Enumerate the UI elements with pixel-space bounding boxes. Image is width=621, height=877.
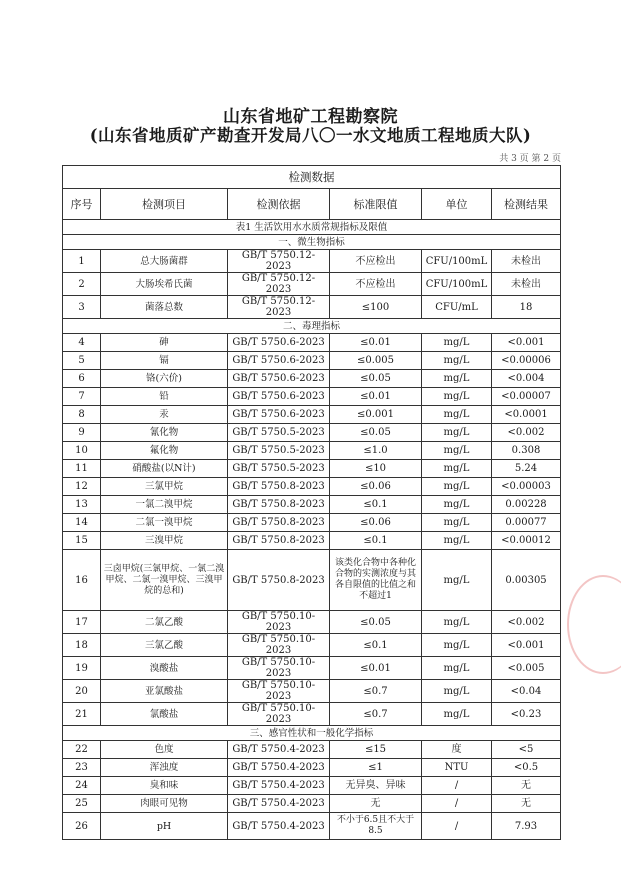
- row-result: <0.001: [492, 634, 561, 657]
- row-item: 铅: [101, 388, 228, 406]
- row-unit: /: [422, 795, 492, 813]
- row-method: GB/T 5750.6-2023: [228, 388, 330, 406]
- row-unit: mg/L: [422, 703, 492, 726]
- table-row: [63, 273, 561, 296]
- table-row: [63, 296, 561, 319]
- row-limit: 不应检出: [330, 250, 422, 273]
- table-row: [63, 777, 561, 795]
- row-result: <0.00007: [492, 388, 561, 406]
- row-unit: mg/L: [422, 334, 492, 352]
- table-row: [63, 514, 561, 532]
- row-item: 砷: [101, 334, 228, 352]
- row-item: 三氯甲烷: [101, 478, 228, 496]
- row-method: GB/T 5750.4-2023: [228, 813, 330, 840]
- table-row: [63, 424, 561, 442]
- row-item: 总大肠菌群: [101, 250, 228, 273]
- table-row: [63, 460, 561, 478]
- row-method: GB/T 5750.6-2023: [228, 406, 330, 424]
- row-method: GB/T 5750.6-2023: [228, 352, 330, 370]
- row-index: 4: [63, 334, 101, 352]
- row-item: 色度: [101, 741, 228, 759]
- row-index: 5: [63, 352, 101, 370]
- row-method: GB/T 5750.12-2023: [228, 296, 330, 319]
- row-result: <0.002: [492, 424, 561, 442]
- row-unit: mg/L: [422, 680, 492, 703]
- table-row: [63, 550, 561, 611]
- row-method: GB/T 5750.12-2023: [228, 273, 330, 296]
- row-method: GB/T 5750.6-2023: [228, 370, 330, 388]
- row-method: GB/T 5750.12-2023: [228, 250, 330, 273]
- row-limit: ≤1: [330, 759, 422, 777]
- row-result: 0.00305: [492, 550, 561, 611]
- row-result: <0.00003: [492, 478, 561, 496]
- row-item: 硝酸盐(以N计): [101, 460, 228, 478]
- row-item: 三氯乙酸: [101, 634, 228, 657]
- row-index: 1: [63, 250, 101, 273]
- row-method: GB/T 5750.8-2023: [228, 478, 330, 496]
- row-method: GB/T 5750.8-2023: [228, 496, 330, 514]
- row-limit: ≤0.1: [330, 634, 422, 657]
- row-index: 13: [63, 496, 101, 514]
- row-index: 24: [63, 777, 101, 795]
- row-index: 21: [63, 703, 101, 726]
- row-unit: mg/L: [422, 532, 492, 550]
- row-limit: ≤0.7: [330, 703, 422, 726]
- col-header-method: 检测依据: [228, 189, 330, 220]
- section-title: 二、毒理指标: [63, 319, 561, 334]
- row-limit: ≤10: [330, 460, 422, 478]
- row-item: 二氯乙酸: [101, 611, 228, 634]
- row-item: 二氯一溴甲烷: [101, 514, 228, 532]
- column-header-row: [63, 189, 561, 220]
- row-index: 17: [63, 611, 101, 634]
- row-method: GB/T 5750.8-2023: [228, 514, 330, 532]
- row-unit: CFU/mL: [422, 296, 492, 319]
- row-unit: NTU: [422, 759, 492, 777]
- row-unit: mg/L: [422, 352, 492, 370]
- row-method: GB/T 5750.5-2023: [228, 442, 330, 460]
- row-result: 18: [492, 296, 561, 319]
- row-limit: 该类化合物中各种化合物的实测浓度与其各自限值的比值之和不超过1: [330, 550, 422, 611]
- row-method: GB/T 5750.10-2023: [228, 657, 330, 680]
- table-row: [63, 759, 561, 777]
- row-index: 23: [63, 759, 101, 777]
- row-limit: ≤0.05: [330, 370, 422, 388]
- row-method: GB/T 5750.10-2023: [228, 703, 330, 726]
- page-info: 共 3 页 第 2 页: [499, 154, 561, 164]
- row-method: GB/T 5750.10-2023: [228, 634, 330, 657]
- table-row: [63, 334, 561, 352]
- row-unit: /: [422, 777, 492, 795]
- row-limit: ≤0.7: [330, 680, 422, 703]
- table-row: [63, 352, 561, 370]
- row-result: <0.0001: [492, 406, 561, 424]
- row-method: GB/T 5750.5-2023: [228, 424, 330, 442]
- row-result: <0.004: [492, 370, 561, 388]
- row-index: 2: [63, 273, 101, 296]
- row-item: 一氯二溴甲烷: [101, 496, 228, 514]
- row-limit: 无: [330, 795, 422, 813]
- col-header-limit: 标准限值: [330, 189, 422, 220]
- row-unit: mg/L: [422, 388, 492, 406]
- row-item: 大肠埃希氏菌: [101, 273, 228, 296]
- row-unit: mg/L: [422, 550, 492, 611]
- row-result: <0.00012: [492, 532, 561, 550]
- row-index: 15: [63, 532, 101, 550]
- row-index: 26: [63, 813, 101, 840]
- row-index: 11: [63, 460, 101, 478]
- row-index: 12: [63, 478, 101, 496]
- table-row: [63, 813, 561, 840]
- table-row: [63, 741, 561, 759]
- table-row: [63, 370, 561, 388]
- row-limit: ≤0.06: [330, 514, 422, 532]
- row-unit: mg/L: [422, 460, 492, 478]
- col-header-unit: 单位: [422, 189, 492, 220]
- row-unit: mg/L: [422, 611, 492, 634]
- row-unit: mg/L: [422, 514, 492, 532]
- row-index: 6: [63, 370, 101, 388]
- row-index: 9: [63, 424, 101, 442]
- row-item: 肉眼可见物: [101, 795, 228, 813]
- table-row: [63, 496, 561, 514]
- section-header-row: [63, 319, 561, 334]
- row-index: 10: [63, 442, 101, 460]
- row-result: <0.002: [492, 611, 561, 634]
- row-limit: 不应检出: [330, 273, 422, 296]
- row-method: GB/T 5750.4-2023: [228, 777, 330, 795]
- row-result: 7.93: [492, 813, 561, 840]
- table-row: [63, 532, 561, 550]
- row-item: 亚氯酸盐: [101, 680, 228, 703]
- row-limit: 不小于6.5且不大于8.5: [330, 813, 422, 840]
- row-item: 菌落总数: [101, 296, 228, 319]
- row-limit: ≤0.01: [330, 388, 422, 406]
- table-row: [63, 478, 561, 496]
- table-row: [63, 611, 561, 634]
- row-unit: mg/L: [422, 478, 492, 496]
- row-limit: ≤0.05: [330, 611, 422, 634]
- row-limit: ≤0.1: [330, 532, 422, 550]
- table-row: [63, 680, 561, 703]
- row-limit: ≤0.1: [330, 496, 422, 514]
- row-item: 镉: [101, 352, 228, 370]
- row-item: 溴酸盐: [101, 657, 228, 680]
- row-unit: mg/L: [422, 442, 492, 460]
- row-item: pH: [101, 813, 228, 840]
- row-unit: CFU/100mL: [422, 250, 492, 273]
- row-limit: ≤0.05: [330, 424, 422, 442]
- row-unit: /: [422, 813, 492, 840]
- row-method: GB/T 5750.6-2023: [228, 334, 330, 352]
- table-caption: 检测数据: [63, 166, 561, 189]
- row-result: 无: [492, 777, 561, 795]
- row-limit: ≤0.01: [330, 334, 422, 352]
- row-result: 5.24: [492, 460, 561, 478]
- row-limit: ≤15: [330, 741, 422, 759]
- row-result: <0.23: [492, 703, 561, 726]
- red-seal-stamp: [567, 575, 621, 674]
- row-unit: mg/L: [422, 496, 492, 514]
- row-result: <0.5: [492, 759, 561, 777]
- row-result: <0.001: [492, 334, 561, 352]
- table-row: [63, 388, 561, 406]
- table-subtitle: 表1 生活饮用水水质常规指标及限值: [63, 220, 561, 235]
- row-result: <5: [492, 741, 561, 759]
- col-header-result: 检测结果: [492, 189, 561, 220]
- row-method: GB/T 5750.10-2023: [228, 680, 330, 703]
- row-unit: CFU/100mL: [422, 273, 492, 296]
- table-row: [63, 657, 561, 680]
- row-result: 无: [492, 795, 561, 813]
- row-method: GB/T 5750.4-2023: [228, 759, 330, 777]
- row-unit: mg/L: [422, 370, 492, 388]
- row-result: 0.308: [492, 442, 561, 460]
- row-index: 8: [63, 406, 101, 424]
- row-index: 22: [63, 741, 101, 759]
- row-item: 铬(六价): [101, 370, 228, 388]
- row-result: 0.00077: [492, 514, 561, 532]
- row-limit: ≤0.001: [330, 406, 422, 424]
- row-index: 18: [63, 634, 101, 657]
- row-unit: mg/L: [422, 634, 492, 657]
- row-result: 未检出: [492, 273, 561, 296]
- org-subtitle: (山东省地质矿产勘查开发局八〇一水文地质工程地质大队): [89, 126, 532, 145]
- col-header-index: 序号: [63, 189, 101, 220]
- row-limit: ≤0.06: [330, 478, 422, 496]
- org-name: 山东省地矿工程勘察院: [223, 107, 398, 127]
- row-item: 氟化物: [101, 442, 228, 460]
- table-row: [63, 442, 561, 460]
- row-result: 未检出: [492, 250, 561, 273]
- table-row: [63, 406, 561, 424]
- col-header-item: 检测项目: [101, 189, 228, 220]
- row-method: GB/T 5750.4-2023: [228, 741, 330, 759]
- row-result: <0.00006: [492, 352, 561, 370]
- row-limit: ≤100: [330, 296, 422, 319]
- row-result: <0.04: [492, 680, 561, 703]
- test-data-table: [62, 165, 561, 840]
- section-title: 三、感官性状和一般化学指标: [63, 726, 561, 741]
- row-method: GB/T 5750.8-2023: [228, 550, 330, 611]
- row-index: 19: [63, 657, 101, 680]
- row-item: 氯酸盐: [101, 703, 228, 726]
- section-header-row: [63, 726, 561, 741]
- row-item: 臭和味: [101, 777, 228, 795]
- row-limit: ≤1.0: [330, 442, 422, 460]
- row-limit: ≤0.005: [330, 352, 422, 370]
- row-method: GB/T 5750.10-2023: [228, 611, 330, 634]
- row-unit: 度: [422, 741, 492, 759]
- table-row: [63, 250, 561, 273]
- row-index: 14: [63, 514, 101, 532]
- row-index: 20: [63, 680, 101, 703]
- table-row: [63, 634, 561, 657]
- row-method: GB/T 5750.8-2023: [228, 532, 330, 550]
- row-unit: mg/L: [422, 424, 492, 442]
- row-limit: ≤0.01: [330, 657, 422, 680]
- section-title: 一、微生物指标: [63, 235, 561, 250]
- row-item: 浑浊度: [101, 759, 228, 777]
- row-index: 7: [63, 388, 101, 406]
- row-method: GB/T 5750.5-2023: [228, 460, 330, 478]
- row-item: 三卤甲烷(三氯甲烷、一氯二溴甲烷、二氯一溴甲烷、三溴甲烷的总和): [101, 550, 228, 611]
- table-row: [63, 703, 561, 726]
- row-unit: mg/L: [422, 406, 492, 424]
- row-index: 3: [63, 296, 101, 319]
- row-item: 氰化物: [101, 424, 228, 442]
- row-result: <0.005: [492, 657, 561, 680]
- row-method: GB/T 5750.4-2023: [228, 795, 330, 813]
- row-item: 汞: [101, 406, 228, 424]
- row-result: 0.00228: [492, 496, 561, 514]
- table-row: [63, 795, 561, 813]
- row-limit: 无异臭、异味: [330, 777, 422, 795]
- row-index: 25: [63, 795, 101, 813]
- row-index: 16: [63, 550, 101, 611]
- row-item: 三溴甲烷: [101, 532, 228, 550]
- row-unit: mg/L: [422, 657, 492, 680]
- section-header-row: [63, 235, 561, 250]
